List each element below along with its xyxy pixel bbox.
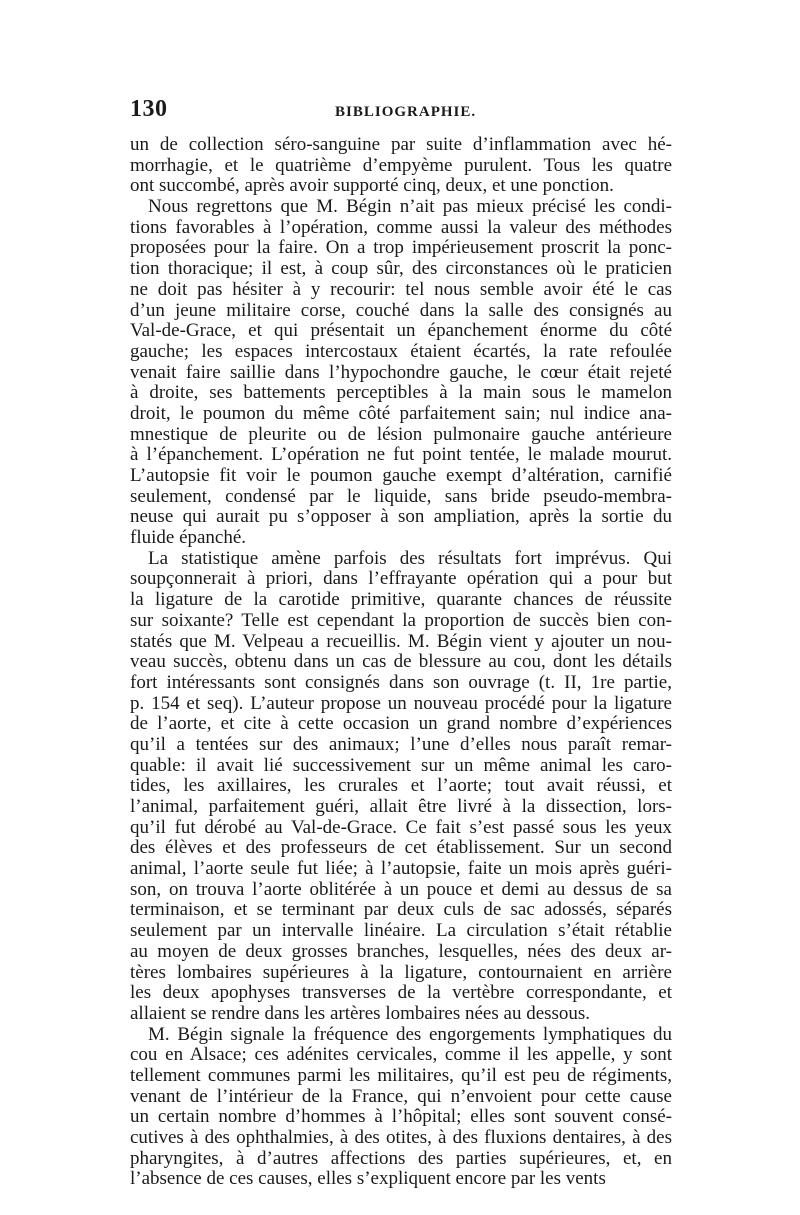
text-line: mnestique de pleurite ou de lésion pulmonaire gauche antérieure [130,423,672,445]
text-line: soupçonnerait à priori, dans l’effrayante opération qui a pour but [130,568,672,590]
text-line: son, on trouva l’aorte oblitérée à un pouce et demi au dessus de sa [130,878,672,900]
text-line: gauche; les espaces intercostaux étaient écartés, la rate refoulée [130,340,672,362]
text-line: qu’il a tentées sur des animaux; l’une d’elles nous paraît remar- [130,733,672,755]
text-line: L’autopsie fit voir le poumon gauche exempt d’altération, carnifié [130,465,672,486]
text-line: tères lombaires supérieures à la ligature, contournaient en arrière [130,961,672,983]
text-line: neuse qui aurait pu s’opposer à son ampliation, après la sortie du [130,506,672,528]
text-line: l’absence de ces causes, elles s’expliquent encore par les vents [130,1168,606,1190]
text-line: cou en Alsace; ces adénites cervicales, comme il les appelle, y sont [130,1044,672,1066]
text-line: cutives à des ophthalmies, à des otites, à des fluxions dentaires, à des [130,1127,672,1148]
text-line: venait faire saillie dans l’hypochondre gauche, le cœur était rejeté [130,361,672,383]
text-line: tides, les axillaires, les crurales et l’aorte; tout avait réussi, et [130,775,672,797]
text-line: M. Bégin signale la fréquence des engorgements lymphatiques du [148,1023,672,1045]
text-line: veau succès, obtenu dans un cas de blessure au cou, dont les détails [130,651,672,673]
text-line: terminaison, et se terminant par deux culs de sac adossés, séparés [130,899,672,921]
text-line: Val-de-Grace, et qui présentait un épanchement énorme du côté [130,320,672,342]
text-line: tion thoracique; il est, à coup sûr, des circonstances où le praticien [130,258,672,280]
text-line: un de collection séro-sanguine par suite d’inflammation avec hé- [130,134,672,155]
text-line: à l’épanchement. L’opération ne fut point tentée, le malade mourut. [130,444,672,466]
text-line: de l’aorte, et cite à cette occasion un grand nombre d’expériences [130,713,672,735]
text-line: venant de l’intérieur de la France, qui n’envoient pour cette cause [130,1085,672,1107]
text-line: Nous regrettons que M. Bégin n’ait pas mieux précisé les condi- [148,196,672,218]
text-line: seulement par un intervalle linéaire. La circulation s’était rétablie [130,920,672,942]
text-line: seulement, condensé par le liquide, sans bride pseudo-membra- [130,485,672,507]
text-line: allaient se rendre dans les artères lombaires nées au dessous. [130,1002,591,1024]
text-line: p. 154 et seq). L’auteur propose un nouveau procédé pour la ligature [130,692,672,714]
text-line: tions favorables à l’opération, comme aussi la valeur des méthodes [130,216,672,238]
text-line: animal, l’aorte seule fut liée; à l’autopsie, faite un mois après guéri- [130,858,672,880]
text-line: ont succombé, après avoir supporté cinq, deux, et une ponction. [130,175,614,197]
page-number: 130 [130,96,168,122]
text-line: pharyngites, à d’autres affections des parties supérieures, et, en [130,1147,672,1169]
text-line: droit, le poumon du même côté parfaitement sain; nul indice ana- [130,402,672,424]
text-line: la ligature de la carotide primitive, quarante chances de réussite [130,589,672,611]
text-line: l’animal, parfaitement guéri, allait être livré à la dissection, lors- [130,796,672,817]
text-line: tellement communes parmi les militaires, qu’il est peu de régiments, [130,1064,672,1086]
text-line: fort intéressants sont consignés dans son ouvrage (t. II, 1re partie, [130,671,672,693]
text-line: fluide épanché. [130,527,247,549]
text-line: les deux apophyses transverses de la vertèbre correspondante, et [130,982,672,1004]
text-line: proposées pour la faire. On a trop impérieusement proscrit la ponc- [130,237,672,259]
text-line: ne doit pas hésiter à y recourir: tel nous semble avoir été le cas [130,278,672,300]
body-text [130,135,672,1190]
text-line: La statistique amène parfois des résultats fort imprévus. Qui [148,547,672,569]
text-line: sur soixante? Telle est cependant la proportion de succès bien con- [130,609,672,631]
text-line: morrhagie, et le quatrième d’empyème purulent. Tous les quatre [130,154,672,176]
text-line: un certain nombre d’hommes à l’hôpital; elles sont souvent consé- [130,1106,672,1128]
page-header [130,96,675,130]
text-line: statés que M. Velpeau a recueillis. M. Bégin vient y ajouter un nou- [130,630,672,652]
text-line: au moyen de deux grosses branches, lesquelles, nées des deux ar- [130,940,672,962]
text-line: des élèves et des professeurs de cet établissement. Sur un second [130,837,672,859]
text-line: d’un jeune militaire corse, couché dans la salle des consignés au [130,299,672,321]
text-line: qu’il fut dérobé au Val-de-Grace. Ce fait s’est passé sous les yeux [130,816,672,838]
text-line: à droite, ses battements perceptibles à la main sous le mamelon [130,382,672,404]
running-title: BIBLIOGRAPHIE. [335,104,477,120]
text-line: quable: il avait lié successivement sur un même animal les caro- [130,754,672,776]
